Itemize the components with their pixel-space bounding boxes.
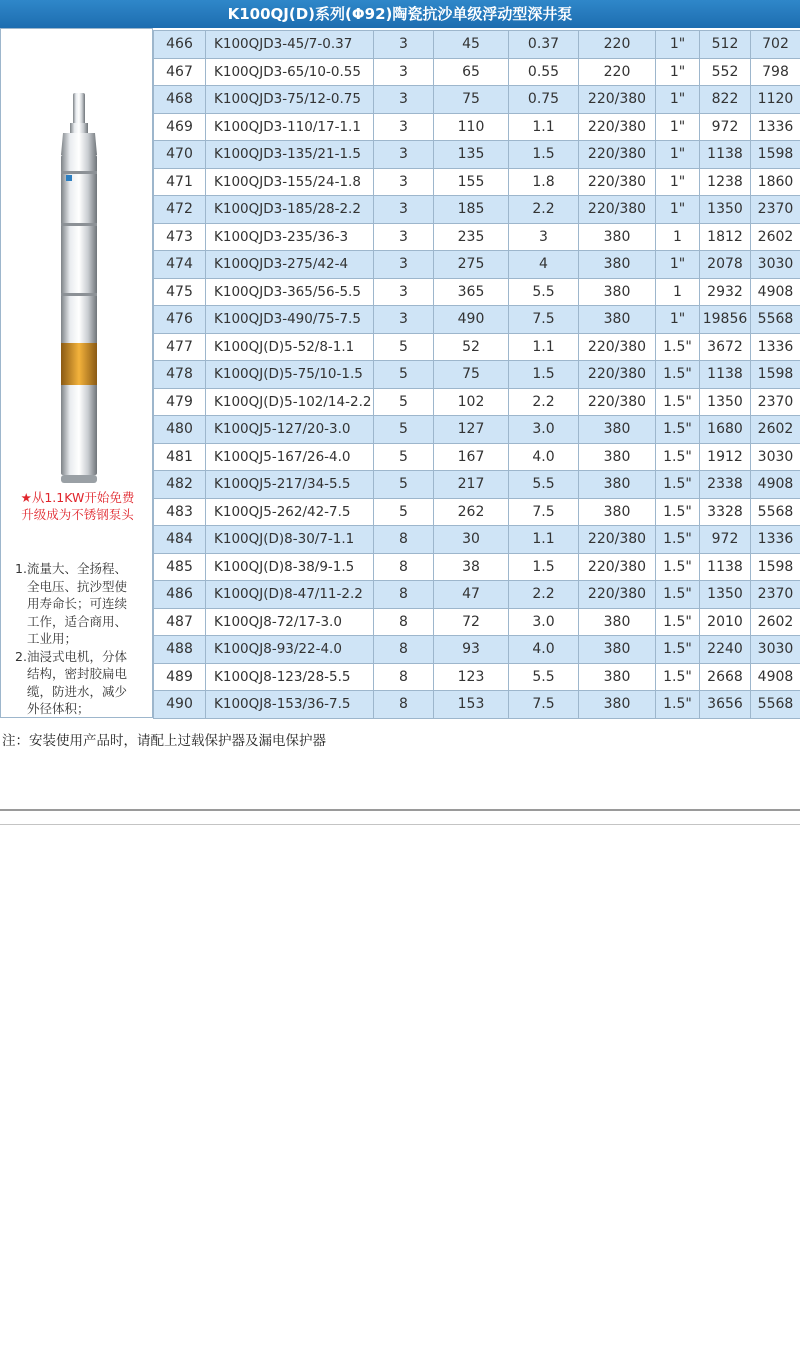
cell: 2010 xyxy=(700,608,751,636)
feature-line: 外径体积； xyxy=(27,701,90,716)
cell: 275 xyxy=(434,251,509,279)
row-number-cell: 490 xyxy=(154,691,206,719)
cell: 0.75 xyxy=(509,86,579,114)
cell: 93 xyxy=(434,636,509,664)
cell: 102 xyxy=(434,388,509,416)
cell: 1138 xyxy=(700,141,751,169)
cell: 45 xyxy=(434,31,509,59)
cell: 1680 xyxy=(700,416,751,444)
cell: 380 xyxy=(579,251,656,279)
cell: 30 xyxy=(434,526,509,554)
cell: 1.5 xyxy=(509,141,579,169)
cell: 1" xyxy=(656,306,700,334)
model-cell: K100QJ5-262/42-7.5 xyxy=(206,498,374,526)
cell: 1912 xyxy=(700,443,751,471)
cell: 5 xyxy=(374,471,434,499)
divider xyxy=(0,824,800,825)
row-number-cell: 468 xyxy=(154,86,206,114)
row-number-cell: 473 xyxy=(154,223,206,251)
model-cell: K100QJ5-217/34-5.5 xyxy=(206,471,374,499)
cell: 1350 xyxy=(700,196,751,224)
row-number-cell: 486 xyxy=(154,581,206,609)
row-number-cell: 483 xyxy=(154,498,206,526)
cell: 1138 xyxy=(700,553,751,581)
cell: 380 xyxy=(579,636,656,664)
table-row xyxy=(154,306,800,334)
cell: 552 xyxy=(700,58,751,86)
cell: 1" xyxy=(656,86,700,114)
cell: 1.5" xyxy=(656,498,700,526)
cell: 5.5 xyxy=(509,278,579,306)
table-row xyxy=(154,113,800,141)
cell: 1.1 xyxy=(509,113,579,141)
cell: 380 xyxy=(579,416,656,444)
row-number-cell: 487 xyxy=(154,608,206,636)
cell: 5.5 xyxy=(509,471,579,499)
cell: 2370 xyxy=(751,196,800,224)
promo-line: 升级成为不锈钢泵头 xyxy=(21,507,134,522)
cell: 1336 xyxy=(751,333,800,361)
cell: 5 xyxy=(374,388,434,416)
cell: 2370 xyxy=(751,581,800,609)
cell: 1350 xyxy=(700,388,751,416)
feature-line: 工业用； xyxy=(27,631,78,646)
cell: 1 xyxy=(656,223,700,251)
cell: 3030 xyxy=(751,636,800,664)
cell: 123 xyxy=(434,663,509,691)
cell: 1812 xyxy=(700,223,751,251)
model-cell: K100QJD3-235/36-3 xyxy=(206,223,374,251)
feature-line: 流量大、全扬程、 xyxy=(27,561,128,576)
table-row xyxy=(154,361,800,389)
table-row xyxy=(154,581,800,609)
model-cell: K100QJD3-490/75-7.5 xyxy=(206,306,374,334)
cell: 4.0 xyxy=(509,443,579,471)
cell: 4.0 xyxy=(509,636,579,664)
cell: 2078 xyxy=(700,251,751,279)
cell: 0.55 xyxy=(509,58,579,86)
cell: 3030 xyxy=(751,251,800,279)
cell: 3328 xyxy=(700,498,751,526)
cell: 3 xyxy=(374,113,434,141)
cell: 7.5 xyxy=(509,498,579,526)
cell: 1860 xyxy=(751,168,800,196)
promo-line: ★从1.1KW开始免费 xyxy=(20,490,135,505)
model-cell: K100QJ5-127/20-3.0 xyxy=(206,416,374,444)
model-cell: K100QJ(D)8-38/9-1.5 xyxy=(206,553,374,581)
cell: 380 xyxy=(579,278,656,306)
cell: 8 xyxy=(374,663,434,691)
cell: 220/380 xyxy=(579,196,656,224)
feature-line: 全电压、抗沙型使 xyxy=(27,578,128,594)
cell: 1.5" xyxy=(656,663,700,691)
cell: 4 xyxy=(509,251,579,279)
table-row xyxy=(154,251,800,279)
table-row xyxy=(154,388,800,416)
feature-line: 用寿命长；可连续 xyxy=(27,596,128,611)
cell: 5568 xyxy=(751,306,800,334)
cell: 135 xyxy=(434,141,509,169)
cell: 1336 xyxy=(751,113,800,141)
cell: 380 xyxy=(579,691,656,719)
cell: 155 xyxy=(434,168,509,196)
cell: 1.5" xyxy=(656,471,700,499)
table-row xyxy=(154,553,800,581)
model-cell: K100QJD3-155/24-1.8 xyxy=(206,168,374,196)
cell: 3 xyxy=(374,86,434,114)
cell: 4908 xyxy=(751,663,800,691)
cell: 5568 xyxy=(751,498,800,526)
cell: 1336 xyxy=(751,526,800,554)
cell: 5 xyxy=(374,361,434,389)
cell: 72 xyxy=(434,608,509,636)
cell: 65 xyxy=(434,58,509,86)
cell: 1" xyxy=(656,31,700,59)
cell: 1" xyxy=(656,168,700,196)
row-number-cell: 471 xyxy=(154,168,206,196)
model-cell: K100QJ8-72/17-3.0 xyxy=(206,608,374,636)
cell: 1.1 xyxy=(509,333,579,361)
cell: 153 xyxy=(434,691,509,719)
cell: 3 xyxy=(374,168,434,196)
cell: 262 xyxy=(434,498,509,526)
feature-line: 结构，密封胶扁电 xyxy=(27,666,128,681)
table-row xyxy=(154,223,800,251)
cell: 220/380 xyxy=(579,141,656,169)
feature-number: 1. xyxy=(15,561,27,576)
pump-image xyxy=(51,93,107,485)
table-row xyxy=(154,416,800,444)
model-cell: K100QJD3-135/21-1.5 xyxy=(206,141,374,169)
spec-table xyxy=(153,30,800,719)
cell: 1350 xyxy=(700,581,751,609)
cell: 1.5 xyxy=(509,361,579,389)
cell: 5 xyxy=(374,333,434,361)
feature-line: 油浸式电机，分体 xyxy=(27,648,128,664)
cell: 2338 xyxy=(700,471,751,499)
model-cell: K100QJD3-365/56-5.5 xyxy=(206,278,374,306)
model-cell: K100QJD3-65/10-0.55 xyxy=(206,58,374,86)
model-cell: K100QJ8-153/36-7.5 xyxy=(206,691,374,719)
table-row xyxy=(154,608,800,636)
cell: 380 xyxy=(579,608,656,636)
cell: 380 xyxy=(579,663,656,691)
model-cell: K100QJD3-275/42-4 xyxy=(206,251,374,279)
cell: 1598 xyxy=(751,361,800,389)
row-number-cell: 485 xyxy=(154,553,206,581)
cell: 1120 xyxy=(751,86,800,114)
cell: 220/380 xyxy=(579,526,656,554)
cell: 2602 xyxy=(751,608,800,636)
cell: 1" xyxy=(656,251,700,279)
cell: 1.5" xyxy=(656,443,700,471)
row-number-cell: 475 xyxy=(154,278,206,306)
divider xyxy=(0,809,800,811)
cell: 512 xyxy=(700,31,751,59)
cell: 220/380 xyxy=(579,553,656,581)
cell: 1.5" xyxy=(656,333,700,361)
row-number-cell: 472 xyxy=(154,196,206,224)
cell: 3656 xyxy=(700,691,751,719)
cell: 220/380 xyxy=(579,388,656,416)
cell: 798 xyxy=(751,58,800,86)
table-row xyxy=(154,168,800,196)
cell: 5 xyxy=(374,443,434,471)
row-number-cell: 477 xyxy=(154,333,206,361)
cell: 1" xyxy=(656,141,700,169)
cell: 3 xyxy=(374,306,434,334)
cell: 3 xyxy=(374,58,434,86)
cell: 1238 xyxy=(700,168,751,196)
table-row xyxy=(154,278,800,306)
cell: 0.37 xyxy=(509,31,579,59)
table-row xyxy=(154,691,800,719)
table-row xyxy=(154,86,800,114)
table-row xyxy=(154,471,800,499)
cell: 1.5" xyxy=(656,553,700,581)
cell: 220/380 xyxy=(579,113,656,141)
cell: 2932 xyxy=(700,278,751,306)
cell: 47 xyxy=(434,581,509,609)
row-number-cell: 488 xyxy=(154,636,206,664)
model-cell: K100QJ(D)8-30/7-1.1 xyxy=(206,526,374,554)
table-row xyxy=(154,141,800,169)
cell: 8 xyxy=(374,636,434,664)
model-cell: K100QJ5-167/26-4.0 xyxy=(206,443,374,471)
cell: 1.1 xyxy=(509,526,579,554)
cell: 1.5" xyxy=(656,581,700,609)
row-number-cell: 481 xyxy=(154,443,206,471)
cell: 2370 xyxy=(751,388,800,416)
model-cell: K100QJ8-123/28-5.5 xyxy=(206,663,374,691)
model-cell: K100QJD3-75/12-0.75 xyxy=(206,86,374,114)
model-cell: K100QJ8-93/22-4.0 xyxy=(206,636,374,664)
cell: 1598 xyxy=(751,553,800,581)
cell: 8 xyxy=(374,581,434,609)
cell: 19856 xyxy=(700,306,751,334)
cell: 3 xyxy=(509,223,579,251)
cell: 2240 xyxy=(700,636,751,664)
cell: 702 xyxy=(751,31,800,59)
cell: 1" xyxy=(656,58,700,86)
row-number-cell: 480 xyxy=(154,416,206,444)
table-row xyxy=(154,31,800,59)
cell: 220/380 xyxy=(579,333,656,361)
table-title: K100QJ(D)系列(Φ92)陶瓷抗沙单级浮动型深井泵 xyxy=(0,0,800,28)
model-cell: K100QJD3-45/7-0.37 xyxy=(206,31,374,59)
cell: 220 xyxy=(579,58,656,86)
feature-line: 缆，防进水，减少 xyxy=(27,683,128,699)
cell: 1.5" xyxy=(656,526,700,554)
cell: 2.2 xyxy=(509,196,579,224)
cell: 365 xyxy=(434,278,509,306)
cell: 1.5" xyxy=(656,416,700,444)
cell: 2.2 xyxy=(509,581,579,609)
cell: 220/380 xyxy=(579,168,656,196)
cell: 3 xyxy=(374,251,434,279)
table-row xyxy=(154,498,800,526)
cell: 822 xyxy=(700,86,751,114)
cell: 490 xyxy=(434,306,509,334)
row-number-cell: 476 xyxy=(154,306,206,334)
cell: 1.5" xyxy=(656,361,700,389)
feature-number: 2. xyxy=(15,648,27,664)
cell: 7.5 xyxy=(509,691,579,719)
cell: 1.5" xyxy=(656,388,700,416)
cell: 3.0 xyxy=(509,608,579,636)
cell: 3 xyxy=(374,196,434,224)
cell: 3 xyxy=(374,141,434,169)
cell: 380 xyxy=(579,306,656,334)
cell: 220 xyxy=(579,31,656,59)
cell: 3 xyxy=(374,223,434,251)
cell: 1.8 xyxy=(509,168,579,196)
cell: 3030 xyxy=(751,443,800,471)
row-number-cell: 466 xyxy=(154,31,206,59)
cell: 4908 xyxy=(751,471,800,499)
cell: 110 xyxy=(434,113,509,141)
install-note: 注：安装使用产品时，请配上过载保护器及漏电保护器 xyxy=(2,733,326,749)
cell: 220/380 xyxy=(579,361,656,389)
cell: 7.5 xyxy=(509,306,579,334)
table-row xyxy=(154,443,800,471)
cell: 1" xyxy=(656,113,700,141)
cell: 1.5" xyxy=(656,636,700,664)
cell: 2602 xyxy=(751,416,800,444)
cell: 3672 xyxy=(700,333,751,361)
row-number-cell: 484 xyxy=(154,526,206,554)
model-cell: K100QJ(D)5-52/8-1.1 xyxy=(206,333,374,361)
cell: 217 xyxy=(434,471,509,499)
table-row xyxy=(154,196,800,224)
table-row xyxy=(154,663,800,691)
row-number-cell: 467 xyxy=(154,58,206,86)
product-sidebar xyxy=(0,28,153,718)
cell: 972 xyxy=(700,113,751,141)
cell: 1.5" xyxy=(656,608,700,636)
cell: 5568 xyxy=(751,691,800,719)
table-row xyxy=(154,333,800,361)
cell: 1598 xyxy=(751,141,800,169)
cell: 380 xyxy=(579,498,656,526)
table-row xyxy=(154,526,800,554)
cell: 2668 xyxy=(700,663,751,691)
row-number-cell: 469 xyxy=(154,113,206,141)
table-row xyxy=(154,636,800,664)
cell: 5.5 xyxy=(509,663,579,691)
row-number-cell: 489 xyxy=(154,663,206,691)
feature-list xyxy=(15,560,150,718)
row-number-cell: 479 xyxy=(154,388,206,416)
feature-item xyxy=(15,648,150,718)
cell: 1.5" xyxy=(656,691,700,719)
cell: 380 xyxy=(579,443,656,471)
cell: 380 xyxy=(579,471,656,499)
model-cell: K100QJ(D)5-75/10-1.5 xyxy=(206,361,374,389)
cell: 5 xyxy=(374,416,434,444)
model-cell: K100QJD3-110/17-1.1 xyxy=(206,113,374,141)
cell: 3 xyxy=(374,31,434,59)
cell: 1 xyxy=(656,278,700,306)
model-cell: K100QJ(D)5-102/14-2.2 xyxy=(206,388,374,416)
table-row xyxy=(154,58,800,86)
cell: 972 xyxy=(700,526,751,554)
cell: 8 xyxy=(374,608,434,636)
cell: 127 xyxy=(434,416,509,444)
cell: 1.5 xyxy=(509,553,579,581)
cell: 2.2 xyxy=(509,388,579,416)
model-cell: K100QJ(D)8-47/11-2.2 xyxy=(206,581,374,609)
cell: 380 xyxy=(579,223,656,251)
cell: 220/380 xyxy=(579,581,656,609)
cell: 8 xyxy=(374,553,434,581)
model-cell: K100QJD3-185/28-2.2 xyxy=(206,196,374,224)
cell: 8 xyxy=(374,691,434,719)
cell: 3 xyxy=(374,278,434,306)
cell: 75 xyxy=(434,361,509,389)
cell: 3.0 xyxy=(509,416,579,444)
cell: 235 xyxy=(434,223,509,251)
cell: 220/380 xyxy=(579,86,656,114)
cell: 38 xyxy=(434,553,509,581)
cell: 1138 xyxy=(700,361,751,389)
promo-text xyxy=(1,489,154,523)
cell: 2602 xyxy=(751,223,800,251)
row-number-cell: 474 xyxy=(154,251,206,279)
cell: 167 xyxy=(434,443,509,471)
row-number-cell: 478 xyxy=(154,361,206,389)
row-number-cell: 482 xyxy=(154,471,206,499)
feature-line: 工作，适合商用、 xyxy=(27,613,128,629)
feature-item xyxy=(15,560,150,648)
cell: 52 xyxy=(434,333,509,361)
cell: 185 xyxy=(434,196,509,224)
cell: 1" xyxy=(656,196,700,224)
cell: 4908 xyxy=(751,278,800,306)
cell: 5 xyxy=(374,498,434,526)
cell: 75 xyxy=(434,86,509,114)
row-number-cell: 470 xyxy=(154,141,206,169)
cell: 8 xyxy=(374,526,434,554)
